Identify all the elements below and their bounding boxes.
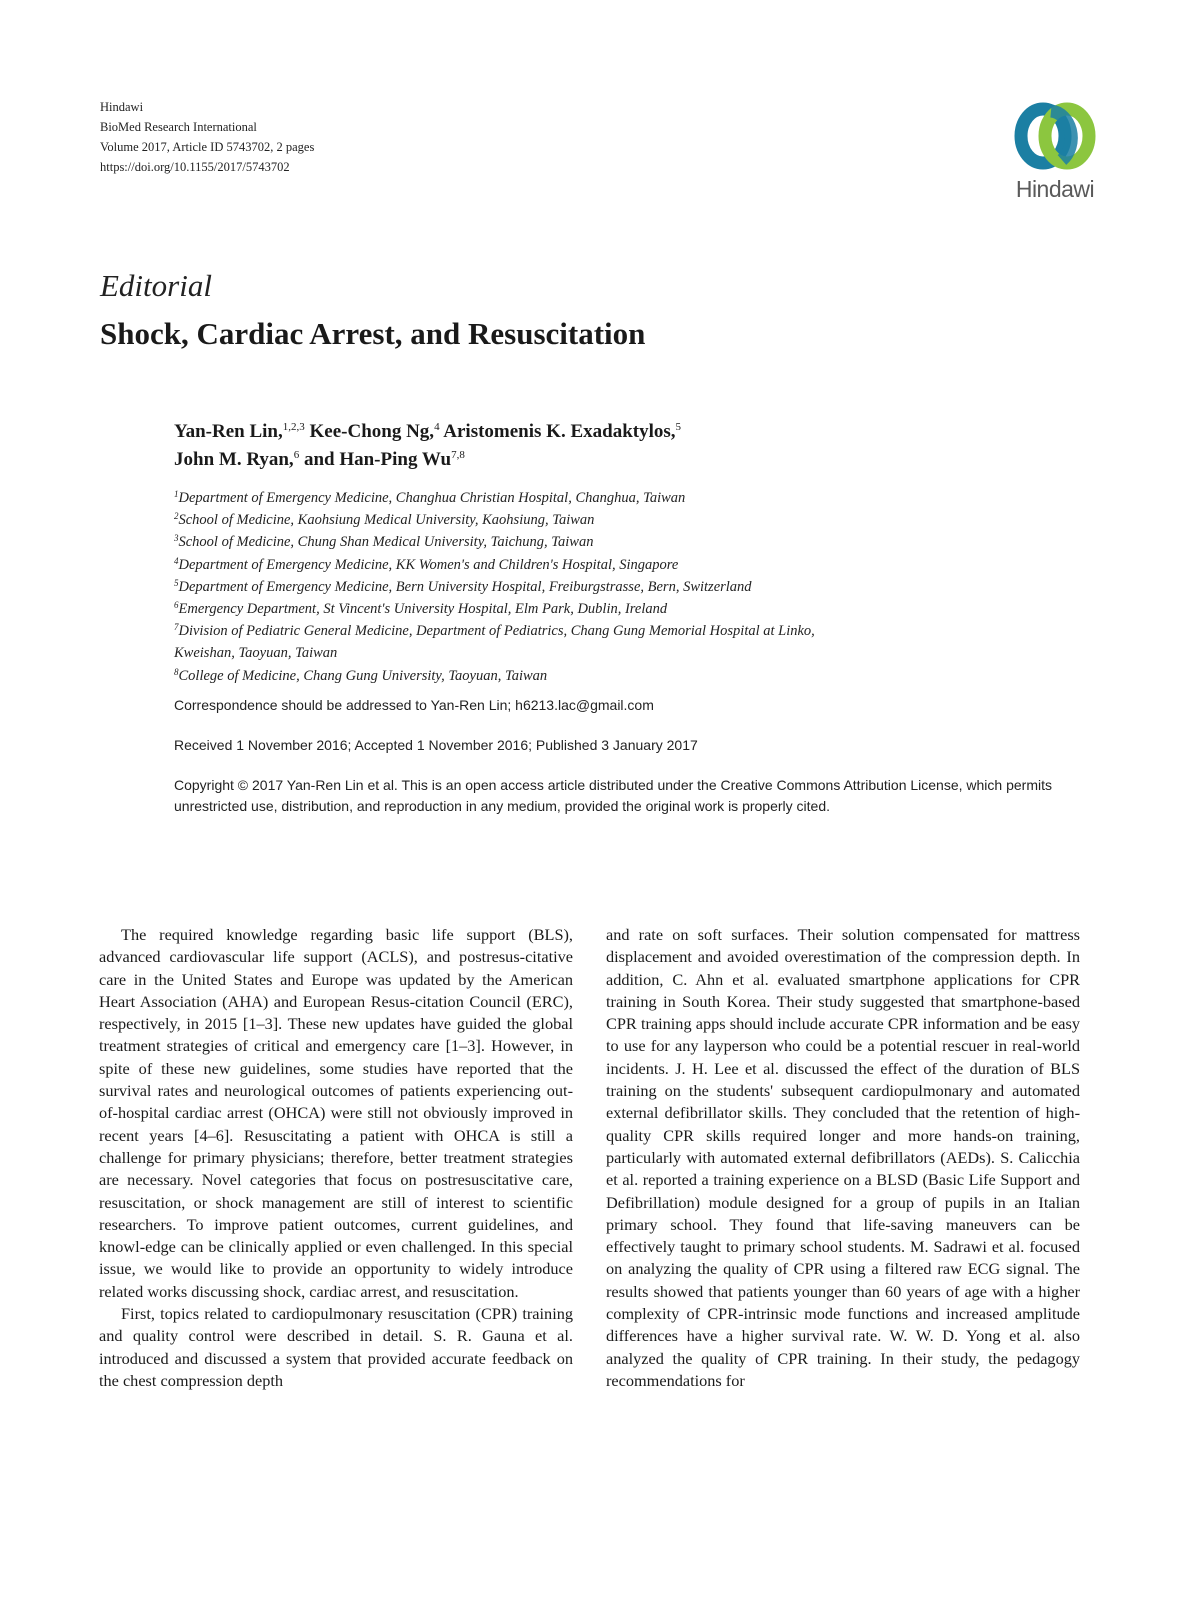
body-paragraph: The required knowledge regarding basic life support (BLS), advanced cardiovascular life support (ACLS), and postresus-citative care in the United States and Europe was updated by the American Heart Association (AHA) and European Resus-citation Council (ERC), respectively, in 2015 [1–3]. These new updates have guided the global treatment strategies of critical and emergency care [1–3]. However, in spite of these new guidelines, some studies have reported that the survival rates and neurological outcomes of patients experiencing out-of-hospital cardiac arrest (OHCA) were still not obviously improved in recent years [4–6]. Resuscitating a patient with OHCA is still a challenge for primary physicians; therefore, better treatment strategies are necessary. Novel categories that focus on postresuscitative care, resuscitation, or shock management are still of interest to scientific researchers. To improve patient outcomes, current guidelines, and knowl-edge can be clinically applied or even challenged. In this special issue, we would like to provide an opportunity to widely introduce related works discussing shock, cardiac arrest, and resuscitation.	[99, 925, 573, 1301]
author-affil-ref: 6	[293, 449, 300, 461]
doi-link[interactable]: https://doi.org/10.1155/2017/5743702	[100, 160, 290, 174]
author-affil-ref: 4	[434, 421, 440, 433]
logo-wordmark: Hindawi	[1015, 176, 1095, 202]
affiliation-number: 6	[174, 600, 179, 611]
affiliation-text: School of Medicine, Chung Shan Medical University, Taichung, Taiwan	[178, 534, 594, 551]
correspondence: Correspondence should be addressed to Yan-Ren Lin; h6213.lac@gmail.com	[174, 697, 654, 713]
affiliation-number: 5	[174, 577, 179, 588]
affiliation	[174, 665, 815, 687]
copyright-notice: Copyright © 2017 Yan-Ren Lin et al. This is an open access article distributed under the Creative Commons Attribution License, which permits unrestricted use, distribution, and reproduction in any medium, provided the original work is properly cited.	[174, 777, 1052, 814]
author-name: Yan-Ren Lin,	[174, 421, 283, 442]
author-name: John M. Ryan,	[174, 449, 294, 470]
author-line	[174, 418, 681, 446]
affiliation-text: Department of Emergency Medicine, Bern University Hospital, Freiburgstrasse, Bern, Switzerland	[178, 578, 752, 595]
author-name: Kee-Chong Ng,	[309, 421, 435, 442]
author-name: Aristomenis K. Exadaktylos,	[443, 421, 676, 442]
author-affil-ref: 5	[675, 421, 682, 433]
interlocking-rings-icon	[1000, 100, 1110, 180]
affiliation-number: 2	[174, 511, 179, 522]
hindawi-logo	[1000, 100, 1110, 202]
body-paragraph: First, topics related to cardiopulmonary resuscitation (CPR) training and quality control were described in detail. S. R. Gauna et al. introduced and discussed a system that provided accurate feedback on the chest compression depth	[99, 1304, 573, 1390]
author-affil-ref: 7,8	[451, 449, 465, 461]
affiliation-number: 7	[174, 622, 179, 633]
affiliation	[174, 554, 815, 576]
author-line	[174, 446, 681, 474]
affiliation-text: College of Medicine, Chang Gung University, Taoyuan, Taiwan	[178, 667, 548, 684]
affiliation-list	[174, 487, 815, 687]
volume-info: Volume 2017, Article ID 5743702, 2 pages	[100, 140, 315, 154]
publisher-name: Hindawi	[100, 100, 144, 114]
affiliation-number: 3	[174, 533, 179, 544]
affiliation-number: 8	[174, 666, 179, 677]
author-name: and Han-Ping Wu	[303, 449, 452, 470]
affiliation-number: 1	[174, 489, 179, 499]
affiliation-text: Emergency Department, St Vincent's University Hospital, Elm Park, Dublin, Ireland	[178, 601, 668, 618]
affiliation-number: 4	[174, 555, 179, 566]
publication-dates: Received 1 November 2016; Accepted 1 November 2016; Published 3 January 2017	[174, 737, 698, 753]
affiliation	[174, 620, 815, 642]
affiliation-continuation: Kweishan, Taoyuan, Taiwan	[174, 645, 338, 662]
affiliation	[174, 531, 815, 553]
body-column-right	[606, 924, 1080, 1392]
journal-header	[100, 97, 314, 177]
affiliation-text: School of Medicine, Kaohsiung Medical University, Kaohsiung, Taiwan	[178, 512, 595, 529]
affiliation	[174, 509, 815, 531]
affiliation-text: Department of Emergency Medicine, KK Women's and Children's Hospital, Singapore	[178, 556, 679, 573]
body-column-left	[99, 924, 573, 1392]
affiliation-text: Department of Emergency Medicine, Changhua Christian Hospital, Changhua, Taiwan	[178, 490, 686, 506]
author-affil-ref: 1,2,3	[282, 421, 305, 433]
affiliation	[174, 487, 815, 509]
affiliation	[174, 598, 815, 620]
author-list	[174, 418, 681, 474]
article-title: Shock, Cardiac Arrest, and Resuscitation	[100, 316, 646, 351]
journal-name: BioMed Research International	[100, 120, 257, 134]
article-type: Editorial	[100, 268, 212, 303]
body-paragraph: and rate on soft surfaces. Their solution compensated for mattress displacement and avoided overestimation of the compression depth. In addition, C. Ahn et al. evaluated smartphone applications for CPR training in South Korea. Their study suggested that smartphone-based CPR training apps should include accurate CPR information and be easy to use for any layperson who could be a potential rescuer in real-world incidents. J. H. Lee et al. discussed the effect of the duration of BLS training on the students' subsequent cardiopulmonary and automated external defibrillator skills. They concluded that the retention of high-quality CPR skills required longer and more hands-on training, particularly with automated external defibrillators (AEDs). S. Calicchia et al. reported a training experience on a BLSD (Basic Life Support and Defibrillation) module designed for a group of pupils in an Italian primary school. They found that life-saving maneuvers can be effectively taught to primary school students. M. Sadrawi et al. focused on analyzing the quality of CPR using a filtered raw ECG signal. The results showed that patients younger than 60 years of age with a higher complexity of CPR-intrinsic mode functions and increased amplitude differences have a higher survival rate. W. W. D. Yong et al. also analyzed the quality of CPR training. In their study, the pedagogy recommendations for	[606, 925, 1080, 1390]
affiliation-text: Division of Pediatric General Medicine, Department of Pediatrics, Chang Gung Memorial Hospital at Linko,	[178, 623, 815, 640]
affiliation	[174, 576, 815, 598]
